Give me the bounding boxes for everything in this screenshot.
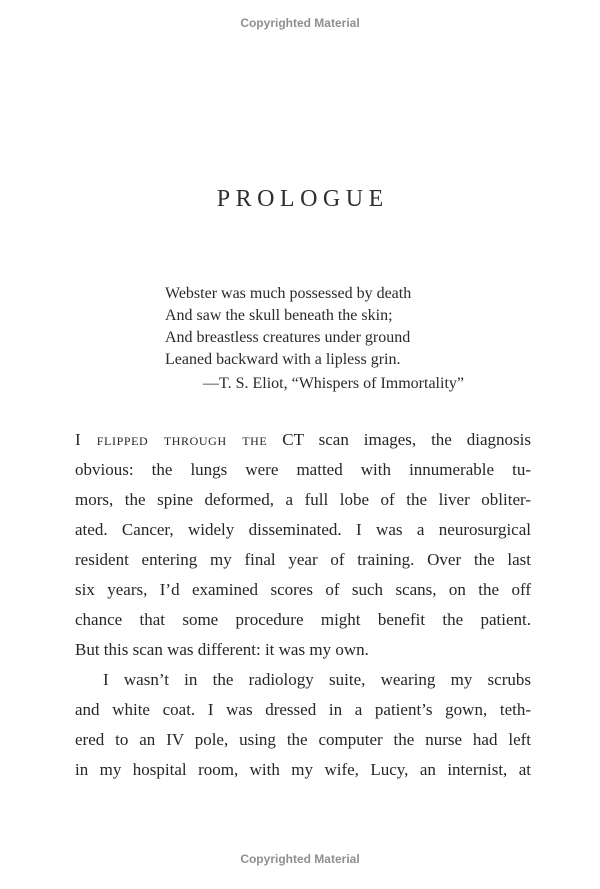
epigraph-poem [165,283,464,371]
body-line: I wasn’t in the radiology suite, wearing my scrubs [103,670,531,689]
epigraph-line: And saw the skull beneath the skin; [165,307,393,324]
epigraph-attribution: —T. S. Eliot, “Whispers of Immortality” [203,375,464,392]
epigraph-line: Webster was much possessed by death [165,285,412,302]
epigraph-line: And breastless creatures under ground [165,329,411,346]
epigraph [165,283,464,395]
body-line: I flipped through the CT scan images, the diagnosis [75,430,531,449]
body-line: chance that some procedure might benefit the patient. [75,610,531,629]
chapter-title: PROLOGUE [216,186,389,212]
body-line: But this scan was different: it was my own. [75,640,369,659]
body-line: resident entering my final year of training. Over the last [75,550,531,569]
epigraph-line: Leaned backward with a lipless grin. [165,351,401,368]
copyright-notice-top: Copyrighted Material [240,16,360,30]
body-text [75,425,531,785]
body-line: obvious: the lungs were matted with innumerable tu- [75,460,531,479]
body-line: in my hospital room, with my wife, Lucy, an internist, at [75,760,531,779]
copyright-notice-bottom: Copyrighted Material [240,852,360,866]
body-line: ered to an IV pole, using the computer the nurse had left [75,730,531,749]
body-line: mors, the spine deformed, a full lobe of the liver obliter- [75,490,531,509]
body-line: six years, I’d examined scores of such scans, on the off [75,580,531,599]
smallcaps-lead: I flipped through the [75,430,268,449]
body-line: and white coat. I was dressed in a patient’s gown, teth- [75,700,531,719]
body-line: ated. Cancer, widely disseminated. I was a neurosurgical [75,520,531,539]
